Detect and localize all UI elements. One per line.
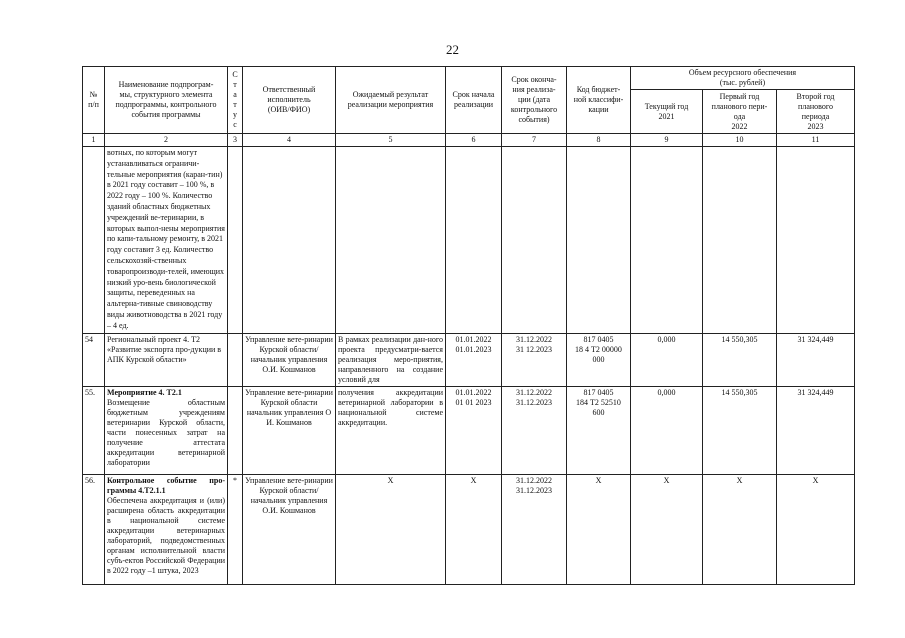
table-row	[83, 474, 855, 584]
column-number: 5	[336, 134, 446, 147]
header-status-letter: т	[233, 80, 237, 89]
header-status	[228, 67, 243, 134]
row-num: 54	[83, 333, 105, 386]
row-second: 31 324,449	[777, 386, 855, 474]
row-current: Х	[631, 474, 703, 584]
row-current	[631, 147, 703, 334]
table-row	[83, 386, 855, 474]
table-row	[83, 333, 855, 386]
row-end	[502, 333, 567, 386]
header-first-year: Первый год планового пери- ода 2022	[703, 90, 777, 134]
row-second: Х	[777, 474, 855, 584]
column-number: 4	[243, 134, 336, 147]
row-name: Региональный проект 4. Т2 «Развитие экспорта про-дукции в АПК Курской области»	[105, 333, 228, 386]
row-executor	[243, 147, 336, 334]
end-date: 31.12.2022	[516, 387, 552, 397]
row-code	[567, 333, 631, 386]
row-code	[567, 147, 631, 334]
row-num: 55.	[83, 386, 105, 474]
start-date: 01.01.2023	[455, 344, 492, 354]
row-first	[703, 147, 777, 334]
column-number: 10	[703, 134, 777, 147]
row-current: 0,000	[631, 333, 703, 386]
row-second	[777, 147, 855, 334]
code-line: 18 4 Т2 00000	[575, 344, 622, 354]
start-date: 01.01.2022	[455, 334, 492, 344]
header-status-letter: у	[233, 110, 237, 119]
row-num	[83, 147, 105, 334]
row-first: Х	[703, 474, 777, 584]
row-end	[502, 474, 567, 584]
code-line: 184 Т2 52510	[576, 397, 621, 407]
header-status-letter: а	[233, 90, 237, 99]
row-name: Обеспечена аккредитация и (или) расширена область аккредитации в национальной системе аккредитации ветеринарных лабораторий, подведомственных органам исполнительной власти субъ-ектов Российской Федерации в 2022 году –1 штука, 2023	[107, 495, 225, 575]
code-line: 817 0405	[583, 334, 614, 344]
end-date: 31.12.2022	[516, 334, 552, 344]
row-name-title: Контрольное событие про-граммы 4.Т2.1.1	[107, 475, 225, 495]
row-start	[446, 333, 502, 386]
row-start	[446, 147, 502, 334]
column-number: 11	[777, 134, 855, 147]
column-number: 8	[567, 134, 631, 147]
row-status	[228, 386, 243, 474]
program-table	[82, 66, 855, 585]
row-executor: Управление вете-ринарии Курской области/ начальник управления О.И. Кошманов	[243, 474, 336, 584]
row-result: Х	[336, 474, 446, 584]
start-date: 01 01 2023	[455, 397, 492, 407]
header-num	[83, 67, 105, 134]
row-status: *	[228, 474, 243, 584]
code-line: 817 0405	[583, 387, 614, 397]
row-status	[228, 147, 243, 334]
column-number: 7	[502, 134, 567, 147]
column-number-row	[83, 134, 855, 147]
row-current: 0,000	[631, 386, 703, 474]
row-result: получения аккредитации ветеринарной лаборатории в национальной системе аккредитации.	[336, 386, 446, 474]
row-name-title: Мероприятие 4. Т2.1	[107, 387, 182, 397]
header-end: Срок оконча- ния реализа- ции (дата контрольного события)	[502, 67, 567, 134]
column-number: 1	[83, 134, 105, 147]
end-date: 31 12.2023	[516, 344, 552, 354]
code-line: 000	[592, 354, 605, 364]
row-result	[336, 147, 446, 334]
column-number: 9	[631, 134, 703, 147]
column-number: 6	[446, 134, 502, 147]
row-code	[567, 386, 631, 474]
row-start	[446, 386, 502, 474]
row-second: 31 324,449	[777, 333, 855, 386]
row-first: 14 550,305	[703, 333, 777, 386]
row-code: Х	[567, 474, 631, 584]
row-executor: Управление вете-ринарии Курской области начальник управления О И. Кошманов	[243, 386, 336, 474]
row-name: вотных, по которым могут устанавливаться ограничи-тельные мероприятия (каран-тин) в 2021 году составит – 100 %, в 2022 году – 100 %. Количество зданий областных бюджетных учреждений ве-теринарии, в которых выпол-нены мероприятия по капи-тальному ремонту, в 2021 году составит 3 ед. Количество сельскохозяй-ственных товаропроизводи-телей, имеющих низкий уро-вень биологической защиты, переведенных на альтерна-тивные свиноводству виды животноводства в 2021 году – 4 ед.	[105, 147, 228, 334]
header-num-text: № п/п	[88, 90, 99, 109]
header-code: Код бюджет- ной классифи- кации	[567, 67, 631, 134]
header-result: Ожидаемый результат реализации мероприятия	[336, 67, 446, 134]
row-end	[502, 147, 567, 334]
start-date: 01.01.2022	[455, 387, 492, 397]
row-num: 56.	[83, 474, 105, 584]
header-name: Наименование подпрограм- мы, структурного элемента подпрограммы, контрольного события программы	[105, 67, 228, 134]
end-date: 31.12.2022	[516, 475, 552, 485]
row-result: В рамках реализации дан-ного проекта предусматри-вается реализация меро-приятия, направленного на создание условий для	[336, 333, 446, 386]
header-start: Срок начала реализации	[446, 67, 502, 134]
header-second-year: Второй год планового периода 2023	[777, 90, 855, 134]
column-number: 2	[105, 134, 228, 147]
header-status-letter: т	[233, 100, 237, 109]
row-name-cell	[105, 386, 228, 474]
end-date: 31.12.2023	[516, 485, 552, 495]
row-name: Возмещение областным бюджетным учреждениям ветеринарии Курской области, части понесенных затрат на получение аттестата аккредитации ветеринарной лаборатории	[107, 397, 225, 467]
header-current-year: Текущий год 2021	[631, 90, 703, 134]
row-first: 14 550,305	[703, 386, 777, 474]
row-end	[502, 386, 567, 474]
page-number: 22	[446, 42, 459, 57]
row-start: Х	[446, 474, 502, 584]
row-name-cell	[105, 474, 228, 584]
header-status-letter: С	[232, 70, 238, 79]
end-date: 31.12.2023	[516, 397, 552, 407]
code-line: 600	[592, 407, 605, 417]
header-status-letter: с	[233, 120, 237, 129]
column-number: 3	[228, 134, 243, 147]
row-executor: Управление вете-ринарии Курской области/ начальник управления О.И. Кошманов	[243, 333, 336, 386]
table-row	[83, 147, 855, 334]
header-executor: Ответственный исполнитель (ОИВ/ФИО)	[243, 67, 336, 134]
header-resources: Объем ресурсного обеспечения (тыс. рублей)	[631, 67, 855, 90]
row-status	[228, 333, 243, 386]
